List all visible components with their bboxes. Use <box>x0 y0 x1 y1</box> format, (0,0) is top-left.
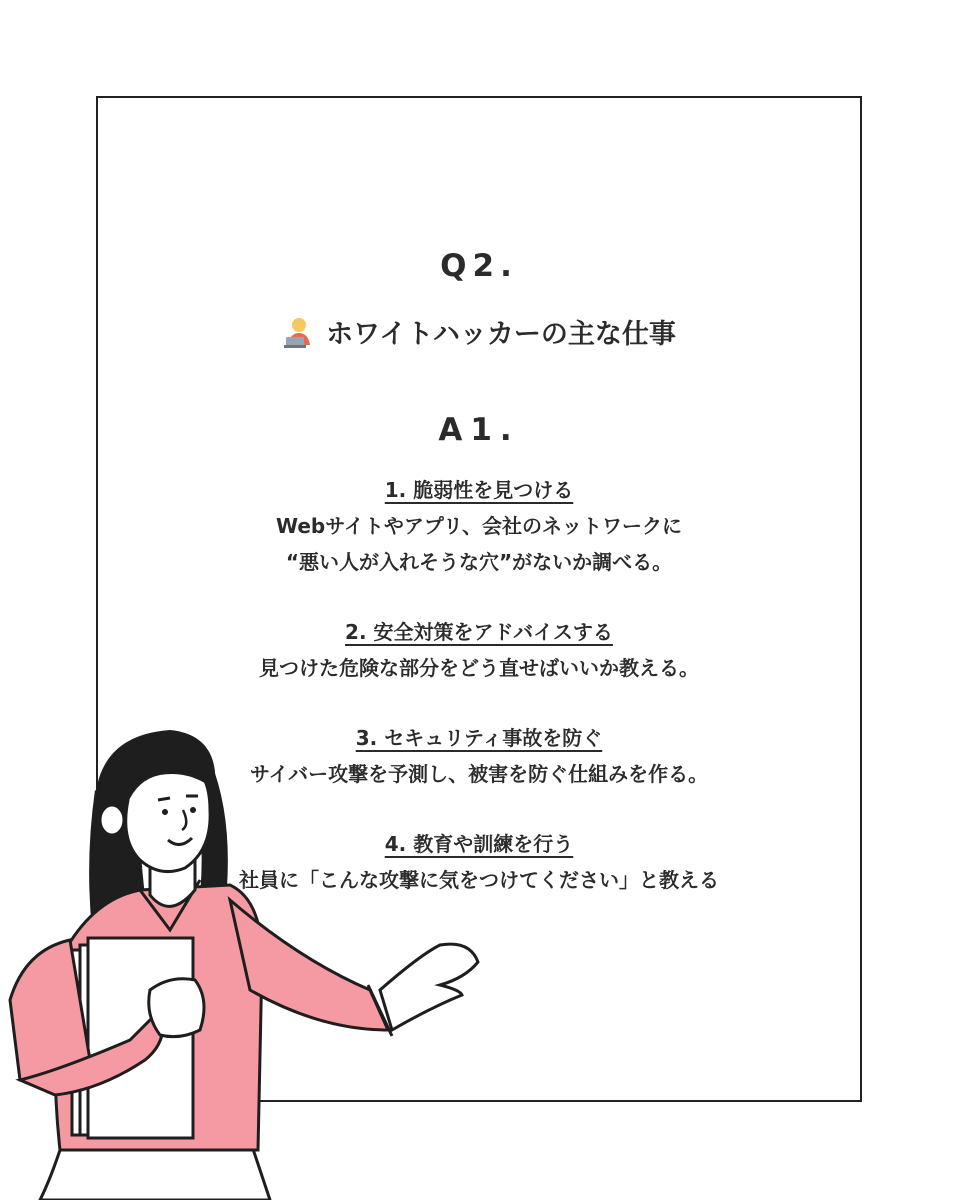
answer-label: A1. <box>438 412 520 448</box>
question-title: ホワイトハッカーの主な仕事 <box>326 319 676 350</box>
answer-item-heading: 2. 安全対策をアドバイスする <box>345 620 613 644</box>
answer-item <box>96 472 862 580</box>
answer-item-heading: 3. セキュリティ事故を防ぐ <box>355 726 603 750</box>
answer-item-text: サイバー攻撃を予測し、被害を防ぐ仕組みを作る。 <box>249 762 709 786</box>
answer-item-heading: 1. 脆弱性を見つける <box>384 478 574 502</box>
answer-item-heading: 4. 教育や訓練を行う <box>384 832 574 856</box>
answer-item-text: 社員に「こんな攻撃に気をつけてください」と教える <box>239 868 719 892</box>
answer-item <box>96 614 862 686</box>
question-label: Q2. <box>440 248 518 284</box>
answer-item-text: 見つけた危険な部分をどう直せばいいか教える。 <box>259 656 699 680</box>
answer-item-text: “悪い人が入れそうな穴”がないか調べる。 <box>285 550 673 574</box>
question-title-row <box>96 312 862 351</box>
answer-item-text: Webサイトやアプリ、会社のネットワークに <box>275 514 683 538</box>
technologist-emoji-icon <box>282 315 316 349</box>
woman-holding-documents-illustration <box>0 700 520 1200</box>
